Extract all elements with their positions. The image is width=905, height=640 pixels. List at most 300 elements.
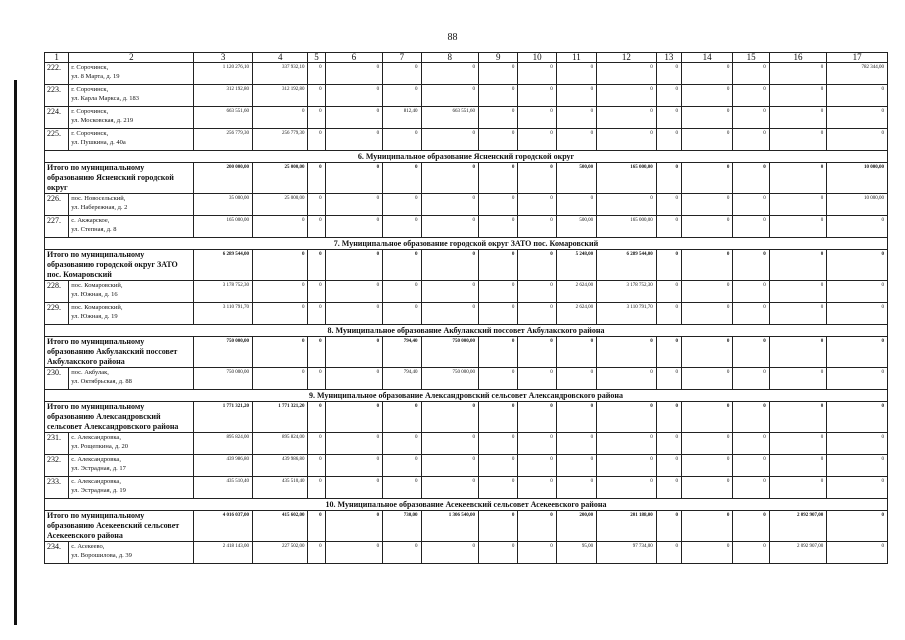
- column-header: 1: [45, 53, 69, 63]
- value-cell: 0: [769, 85, 827, 107]
- value-cell: 0: [656, 433, 681, 455]
- value-cell: 0: [556, 455, 596, 477]
- address-cell: [69, 303, 194, 325]
- total-cell: 750 000,00: [194, 337, 253, 368]
- total-label: Итого по муниципальному образованию Акбулакский поссовет Акбулакского района: [45, 337, 194, 368]
- value-cell: 0: [421, 63, 479, 85]
- total-row: [45, 511, 888, 542]
- total-cell: 0: [733, 163, 769, 194]
- section-heading: 6. Муниципальное образование Ясненский городской округ: [45, 151, 888, 163]
- value-cell: 0: [733, 85, 769, 107]
- total-cell: 0: [681, 402, 732, 433]
- value-cell: 0: [308, 433, 325, 455]
- row-number: 234.: [45, 542, 69, 564]
- value-cell: 0: [556, 194, 596, 216]
- value-cell: 0: [556, 433, 596, 455]
- section-heading-row: [45, 151, 888, 163]
- value-cell: 0: [252, 107, 308, 129]
- value-cell: 0: [325, 194, 383, 216]
- value-cell: 0: [597, 477, 657, 499]
- value-cell: 0: [421, 303, 479, 325]
- total-cell: 0: [656, 163, 681, 194]
- value-cell: 2 418 143,00: [194, 542, 253, 564]
- value-cell: 0: [769, 194, 827, 216]
- total-cell: 730,00: [383, 511, 421, 542]
- value-cell: 0: [383, 85, 421, 107]
- column-header: 8: [421, 53, 479, 63]
- total-cell: 0: [733, 511, 769, 542]
- value-cell: 3 178 752,30: [194, 281, 253, 303]
- value-cell: 0: [383, 216, 421, 238]
- value-cell: 0: [597, 455, 657, 477]
- value-cell: 0: [421, 194, 479, 216]
- value-cell: 0: [827, 107, 888, 129]
- total-cell: 0: [421, 250, 479, 281]
- value-cell: 256 779,30: [252, 129, 308, 151]
- value-cell: 0: [597, 85, 657, 107]
- address-locality: с. Александровка,: [71, 456, 121, 463]
- value-cell: 0: [556, 63, 596, 85]
- table-row: [45, 129, 888, 151]
- value-cell: 0: [733, 542, 769, 564]
- total-cell: 201 188,00: [597, 511, 657, 542]
- total-cell: 0: [681, 511, 732, 542]
- value-cell: 0: [479, 107, 518, 129]
- value-cell: 0: [252, 368, 308, 390]
- table-row: [45, 455, 888, 477]
- value-cell: 0: [383, 433, 421, 455]
- value-cell: 782 344,00: [827, 63, 888, 85]
- total-cell: 0: [597, 402, 657, 433]
- value-cell: 165 000,00: [194, 216, 253, 238]
- total-cell: 0: [479, 163, 518, 194]
- value-cell: 0: [769, 129, 827, 151]
- table-row: [45, 194, 888, 216]
- value-cell: 0: [308, 368, 325, 390]
- value-cell: 0: [769, 455, 827, 477]
- value-cell: 0: [681, 477, 732, 499]
- total-cell: 0: [518, 337, 556, 368]
- section-heading: 9. Муниципальное образование Александровский сельсовет Александровского района: [45, 390, 888, 402]
- value-cell: 0: [518, 107, 556, 129]
- value-cell: 0: [325, 63, 383, 85]
- table-row: [45, 542, 888, 564]
- value-cell: 0: [479, 542, 518, 564]
- value-cell: 0: [827, 216, 888, 238]
- value-cell: 0: [827, 542, 888, 564]
- value-cell: 312 192,80: [252, 85, 308, 107]
- row-number: 226.: [45, 194, 69, 216]
- address-street: ул. Южная, д. 19: [71, 313, 118, 320]
- value-cell: 0: [681, 455, 732, 477]
- value-cell: 0: [556, 129, 596, 151]
- value-cell: 0: [681, 85, 732, 107]
- value-cell: 0: [827, 455, 888, 477]
- address-locality: пос. Комаровский,: [71, 304, 123, 311]
- table-row: [45, 216, 888, 238]
- total-cell: 0: [681, 337, 732, 368]
- total-label: Итого по муниципальному образованию Ясненский городской округ: [45, 163, 194, 194]
- value-cell: 794,40: [383, 368, 421, 390]
- total-cell: 0: [308, 250, 325, 281]
- value-cell: 0: [769, 477, 827, 499]
- total-row: [45, 337, 888, 368]
- value-cell: 0: [518, 368, 556, 390]
- section-heading-row: [45, 325, 888, 337]
- value-cell: 0: [827, 303, 888, 325]
- value-cell: 0: [733, 281, 769, 303]
- total-cell: 0: [556, 402, 596, 433]
- total-cell: 5 248,00: [556, 250, 596, 281]
- total-cell: 0: [252, 250, 308, 281]
- value-cell: 0: [733, 477, 769, 499]
- value-cell: 0: [681, 303, 732, 325]
- address-cell: [69, 107, 194, 129]
- column-header: 9: [479, 53, 518, 63]
- total-cell: 0: [769, 163, 827, 194]
- value-cell: 895 824,00: [252, 433, 308, 455]
- row-number: 233.: [45, 477, 69, 499]
- value-cell: 0: [383, 477, 421, 499]
- value-cell: 0: [421, 216, 479, 238]
- row-number: 230.: [45, 368, 69, 390]
- total-cell: 25 000,00: [252, 163, 308, 194]
- value-cell: 0: [769, 281, 827, 303]
- value-cell: 0: [733, 216, 769, 238]
- value-cell: 0: [827, 281, 888, 303]
- total-cell: 0: [597, 337, 657, 368]
- column-header: 11: [556, 53, 596, 63]
- address-street: ул. Степная, д. 8: [71, 226, 117, 233]
- value-cell: 0: [656, 63, 681, 85]
- value-cell: 2 092 907,00: [769, 542, 827, 564]
- address-locality: с. Александровка,: [71, 478, 121, 485]
- total-cell: 415 602,00: [252, 511, 308, 542]
- total-cell: 2 092 907,00: [769, 511, 827, 542]
- address-cell: [69, 455, 194, 477]
- total-cell: 0: [518, 250, 556, 281]
- total-cell: 0: [518, 163, 556, 194]
- section-heading-row: [45, 238, 888, 250]
- value-cell: 0: [681, 107, 732, 129]
- address-street: ул. Эстрадная, д. 17: [71, 465, 126, 472]
- value-cell: 0: [656, 303, 681, 325]
- binding-rule: [14, 80, 17, 625]
- column-header: 4: [252, 53, 308, 63]
- total-cell: 0: [733, 250, 769, 281]
- value-cell: 0: [479, 216, 518, 238]
- table-row: [45, 85, 888, 107]
- value-cell: 0: [325, 281, 383, 303]
- value-cell: 0: [308, 107, 325, 129]
- value-cell: 0: [518, 216, 556, 238]
- total-label: Итого по муниципальному образованию Александровский сельсовет Александровского района: [45, 402, 194, 433]
- address-locality: г. Сорочинск,: [71, 86, 109, 93]
- address-locality: пос. Комаровский,: [71, 282, 123, 289]
- total-cell: 200 000,00: [194, 163, 253, 194]
- value-cell: 0: [733, 129, 769, 151]
- address-cell: [69, 63, 194, 85]
- total-cell: 10 000,00: [827, 163, 888, 194]
- row-number: 231.: [45, 433, 69, 455]
- value-cell: 0: [308, 194, 325, 216]
- column-header: 17: [827, 53, 888, 63]
- address-street: ул. Рощепкина, д. 20: [71, 443, 129, 450]
- value-cell: 0: [308, 455, 325, 477]
- value-cell: 0: [827, 477, 888, 499]
- address-locality: пос. Акбулак,: [71, 369, 109, 376]
- value-cell: 2 624,00: [556, 281, 596, 303]
- total-cell: 0: [827, 250, 888, 281]
- total-cell: 0: [421, 163, 479, 194]
- address-cell: [69, 194, 194, 216]
- total-cell: 1 771 321,20: [252, 402, 308, 433]
- value-cell: 0: [556, 85, 596, 107]
- value-cell: 0: [325, 303, 383, 325]
- value-cell: 0: [733, 433, 769, 455]
- table-row: [45, 107, 888, 129]
- value-cell: 0: [325, 107, 383, 129]
- value-cell: 0: [656, 85, 681, 107]
- value-cell: 0: [383, 542, 421, 564]
- value-cell: 0: [733, 63, 769, 85]
- value-cell: 97 734,00: [597, 542, 657, 564]
- value-cell: 0: [421, 281, 479, 303]
- total-cell: 0: [656, 337, 681, 368]
- total-cell: 4 016 037,00: [194, 511, 253, 542]
- value-cell: 0: [681, 433, 732, 455]
- address-locality: с. Александровка,: [71, 434, 121, 441]
- value-cell: 0: [308, 303, 325, 325]
- value-cell: 0: [769, 216, 827, 238]
- row-number: 225.: [45, 129, 69, 151]
- value-cell: 0: [681, 216, 732, 238]
- value-cell: 435 510,40: [194, 477, 253, 499]
- address-cell: [69, 433, 194, 455]
- value-cell: 0: [421, 455, 479, 477]
- value-cell: 0: [597, 368, 657, 390]
- address-cell: [69, 85, 194, 107]
- value-cell: 0: [252, 303, 308, 325]
- total-cell: 0: [556, 337, 596, 368]
- value-cell: 895 824,00: [194, 433, 253, 455]
- value-cell: 0: [252, 216, 308, 238]
- value-cell: 663 551,60: [421, 107, 479, 129]
- total-cell: 0: [681, 163, 732, 194]
- value-cell: 0: [383, 455, 421, 477]
- column-header: 10: [518, 53, 556, 63]
- value-cell: 337 932,10: [252, 63, 308, 85]
- total-cell: 0: [479, 511, 518, 542]
- address-locality: г. Сорочинск,: [71, 130, 109, 137]
- value-cell: 435 510,40: [252, 477, 308, 499]
- value-cell: 0: [518, 477, 556, 499]
- value-cell: 0: [656, 542, 681, 564]
- value-cell: 0: [518, 455, 556, 477]
- total-cell: 0: [383, 402, 421, 433]
- value-cell: 0: [518, 85, 556, 107]
- total-cell: 0: [518, 511, 556, 542]
- value-cell: 0: [733, 455, 769, 477]
- total-label: Итого по муниципальному образованию городской округ ЗАТО пос. Комаровский: [45, 250, 194, 281]
- total-cell: 0: [827, 402, 888, 433]
- address-street: ул. 8 Марта, д. 19: [71, 73, 120, 80]
- total-row: [45, 402, 888, 433]
- address-cell: [69, 216, 194, 238]
- value-cell: 0: [308, 129, 325, 151]
- value-cell: 439 986,80: [252, 455, 308, 477]
- value-cell: 0: [656, 281, 681, 303]
- column-header: 12: [597, 53, 657, 63]
- total-cell: 1 771 321,20: [194, 402, 253, 433]
- value-cell: 0: [308, 281, 325, 303]
- value-cell: 0: [383, 303, 421, 325]
- total-cell: 0: [479, 402, 518, 433]
- value-cell: 750 000,00: [194, 368, 253, 390]
- value-cell: 0: [681, 368, 732, 390]
- row-number: 222.: [45, 63, 69, 85]
- total-cell: 0: [383, 163, 421, 194]
- address-cell: [69, 281, 194, 303]
- address-locality: с. Акжарское,: [71, 217, 110, 224]
- address-street: ул. Южная, д. 16: [71, 291, 118, 298]
- value-cell: 0: [827, 85, 888, 107]
- total-cell: 750 000,00: [421, 337, 479, 368]
- table-row: [45, 281, 888, 303]
- value-cell: 0: [325, 129, 383, 151]
- value-cell: 0: [325, 542, 383, 564]
- value-cell: 0: [769, 433, 827, 455]
- value-cell: 0: [556, 477, 596, 499]
- value-cell: 0: [479, 303, 518, 325]
- value-cell: 0: [252, 281, 308, 303]
- value-cell: 0: [769, 107, 827, 129]
- value-cell: 25 000,00: [252, 194, 308, 216]
- total-cell: 0: [769, 337, 827, 368]
- value-cell: 0: [656, 477, 681, 499]
- data-table: [44, 52, 888, 564]
- value-cell: 0: [479, 281, 518, 303]
- total-cell: 6 289 544,00: [597, 250, 657, 281]
- value-cell: 0: [479, 63, 518, 85]
- total-cell: 0: [308, 402, 325, 433]
- row-number: 227.: [45, 216, 69, 238]
- total-cell: 0: [325, 402, 383, 433]
- total-cell: 500,00: [556, 163, 596, 194]
- value-cell: 312 192,80: [194, 85, 253, 107]
- value-cell: 0: [656, 368, 681, 390]
- address-street: ул. Пушкина, д. 40а: [71, 139, 126, 146]
- value-cell: 0: [827, 368, 888, 390]
- value-cell: 0: [597, 107, 657, 129]
- value-cell: 0: [421, 477, 479, 499]
- value-cell: 0: [518, 281, 556, 303]
- value-cell: 0: [479, 368, 518, 390]
- address-locality: г. Сорочинск,: [71, 108, 109, 115]
- value-cell: 0: [827, 129, 888, 151]
- row-number: 228.: [45, 281, 69, 303]
- total-cell: 0: [252, 337, 308, 368]
- address-street: ул. Набережная, д. 2: [71, 204, 128, 211]
- value-cell: 0: [383, 194, 421, 216]
- value-cell: 0: [479, 433, 518, 455]
- address-locality: пос. Новосельский,: [71, 195, 126, 202]
- column-header: 14: [681, 53, 732, 63]
- column-header: 5: [308, 53, 325, 63]
- value-cell: 0: [518, 303, 556, 325]
- total-cell: 0: [827, 337, 888, 368]
- total-cell: 0: [383, 250, 421, 281]
- value-cell: 0: [597, 63, 657, 85]
- address-street: ул. Октябрьская, д. 88: [71, 378, 132, 385]
- row-number: 229.: [45, 303, 69, 325]
- row-number: 223.: [45, 85, 69, 107]
- column-header: 15: [733, 53, 769, 63]
- value-cell: 0: [733, 194, 769, 216]
- value-cell: 165 000,00: [597, 216, 657, 238]
- column-header: 6: [325, 53, 383, 63]
- page-number: 88: [447, 32, 458, 43]
- address-cell: [69, 477, 194, 499]
- value-cell: 0: [656, 194, 681, 216]
- total-cell: 0: [769, 402, 827, 433]
- total-cell: 0: [656, 402, 681, 433]
- address-locality: г. Сорочинск,: [71, 64, 109, 71]
- value-cell: 0: [421, 85, 479, 107]
- value-cell: 0: [656, 107, 681, 129]
- value-cell: 0: [656, 129, 681, 151]
- total-row: [45, 250, 888, 281]
- value-cell: 0: [769, 368, 827, 390]
- total-cell: 0: [308, 337, 325, 368]
- value-cell: 0: [479, 477, 518, 499]
- value-cell: 3 178 752,30: [597, 281, 657, 303]
- total-cell: 0: [518, 402, 556, 433]
- total-cell: 0: [325, 511, 383, 542]
- value-cell: 0: [769, 303, 827, 325]
- value-cell: 3 110 791,70: [194, 303, 253, 325]
- total-cell: 200,00: [556, 511, 596, 542]
- table-row: [45, 477, 888, 499]
- value-cell: 0: [681, 63, 732, 85]
- value-cell: 0: [479, 194, 518, 216]
- column-header: 16: [769, 53, 827, 63]
- value-cell: 0: [597, 129, 657, 151]
- value-cell: 0: [556, 368, 596, 390]
- value-cell: 0: [325, 455, 383, 477]
- value-cell: 0: [681, 194, 732, 216]
- section-heading-row: [45, 499, 888, 511]
- value-cell: 0: [681, 542, 732, 564]
- value-cell: 439 986,80: [194, 455, 253, 477]
- address-street: ул. Московская, д. 219: [71, 117, 134, 124]
- value-cell: 1 120 276,10: [194, 63, 253, 85]
- total-row: [45, 163, 888, 194]
- value-cell: 0: [479, 85, 518, 107]
- table-row: [45, 368, 888, 390]
- total-cell: 6 289 544,00: [194, 250, 253, 281]
- total-cell: 0: [656, 511, 681, 542]
- value-cell: 0: [325, 85, 383, 107]
- value-cell: 500,00: [556, 216, 596, 238]
- value-cell: 227 502,00: [252, 542, 308, 564]
- address-cell: [69, 368, 194, 390]
- total-cell: 0: [479, 250, 518, 281]
- value-cell: 0: [827, 433, 888, 455]
- value-cell: 0: [769, 63, 827, 85]
- value-cell: 0: [308, 63, 325, 85]
- value-cell: 0: [518, 542, 556, 564]
